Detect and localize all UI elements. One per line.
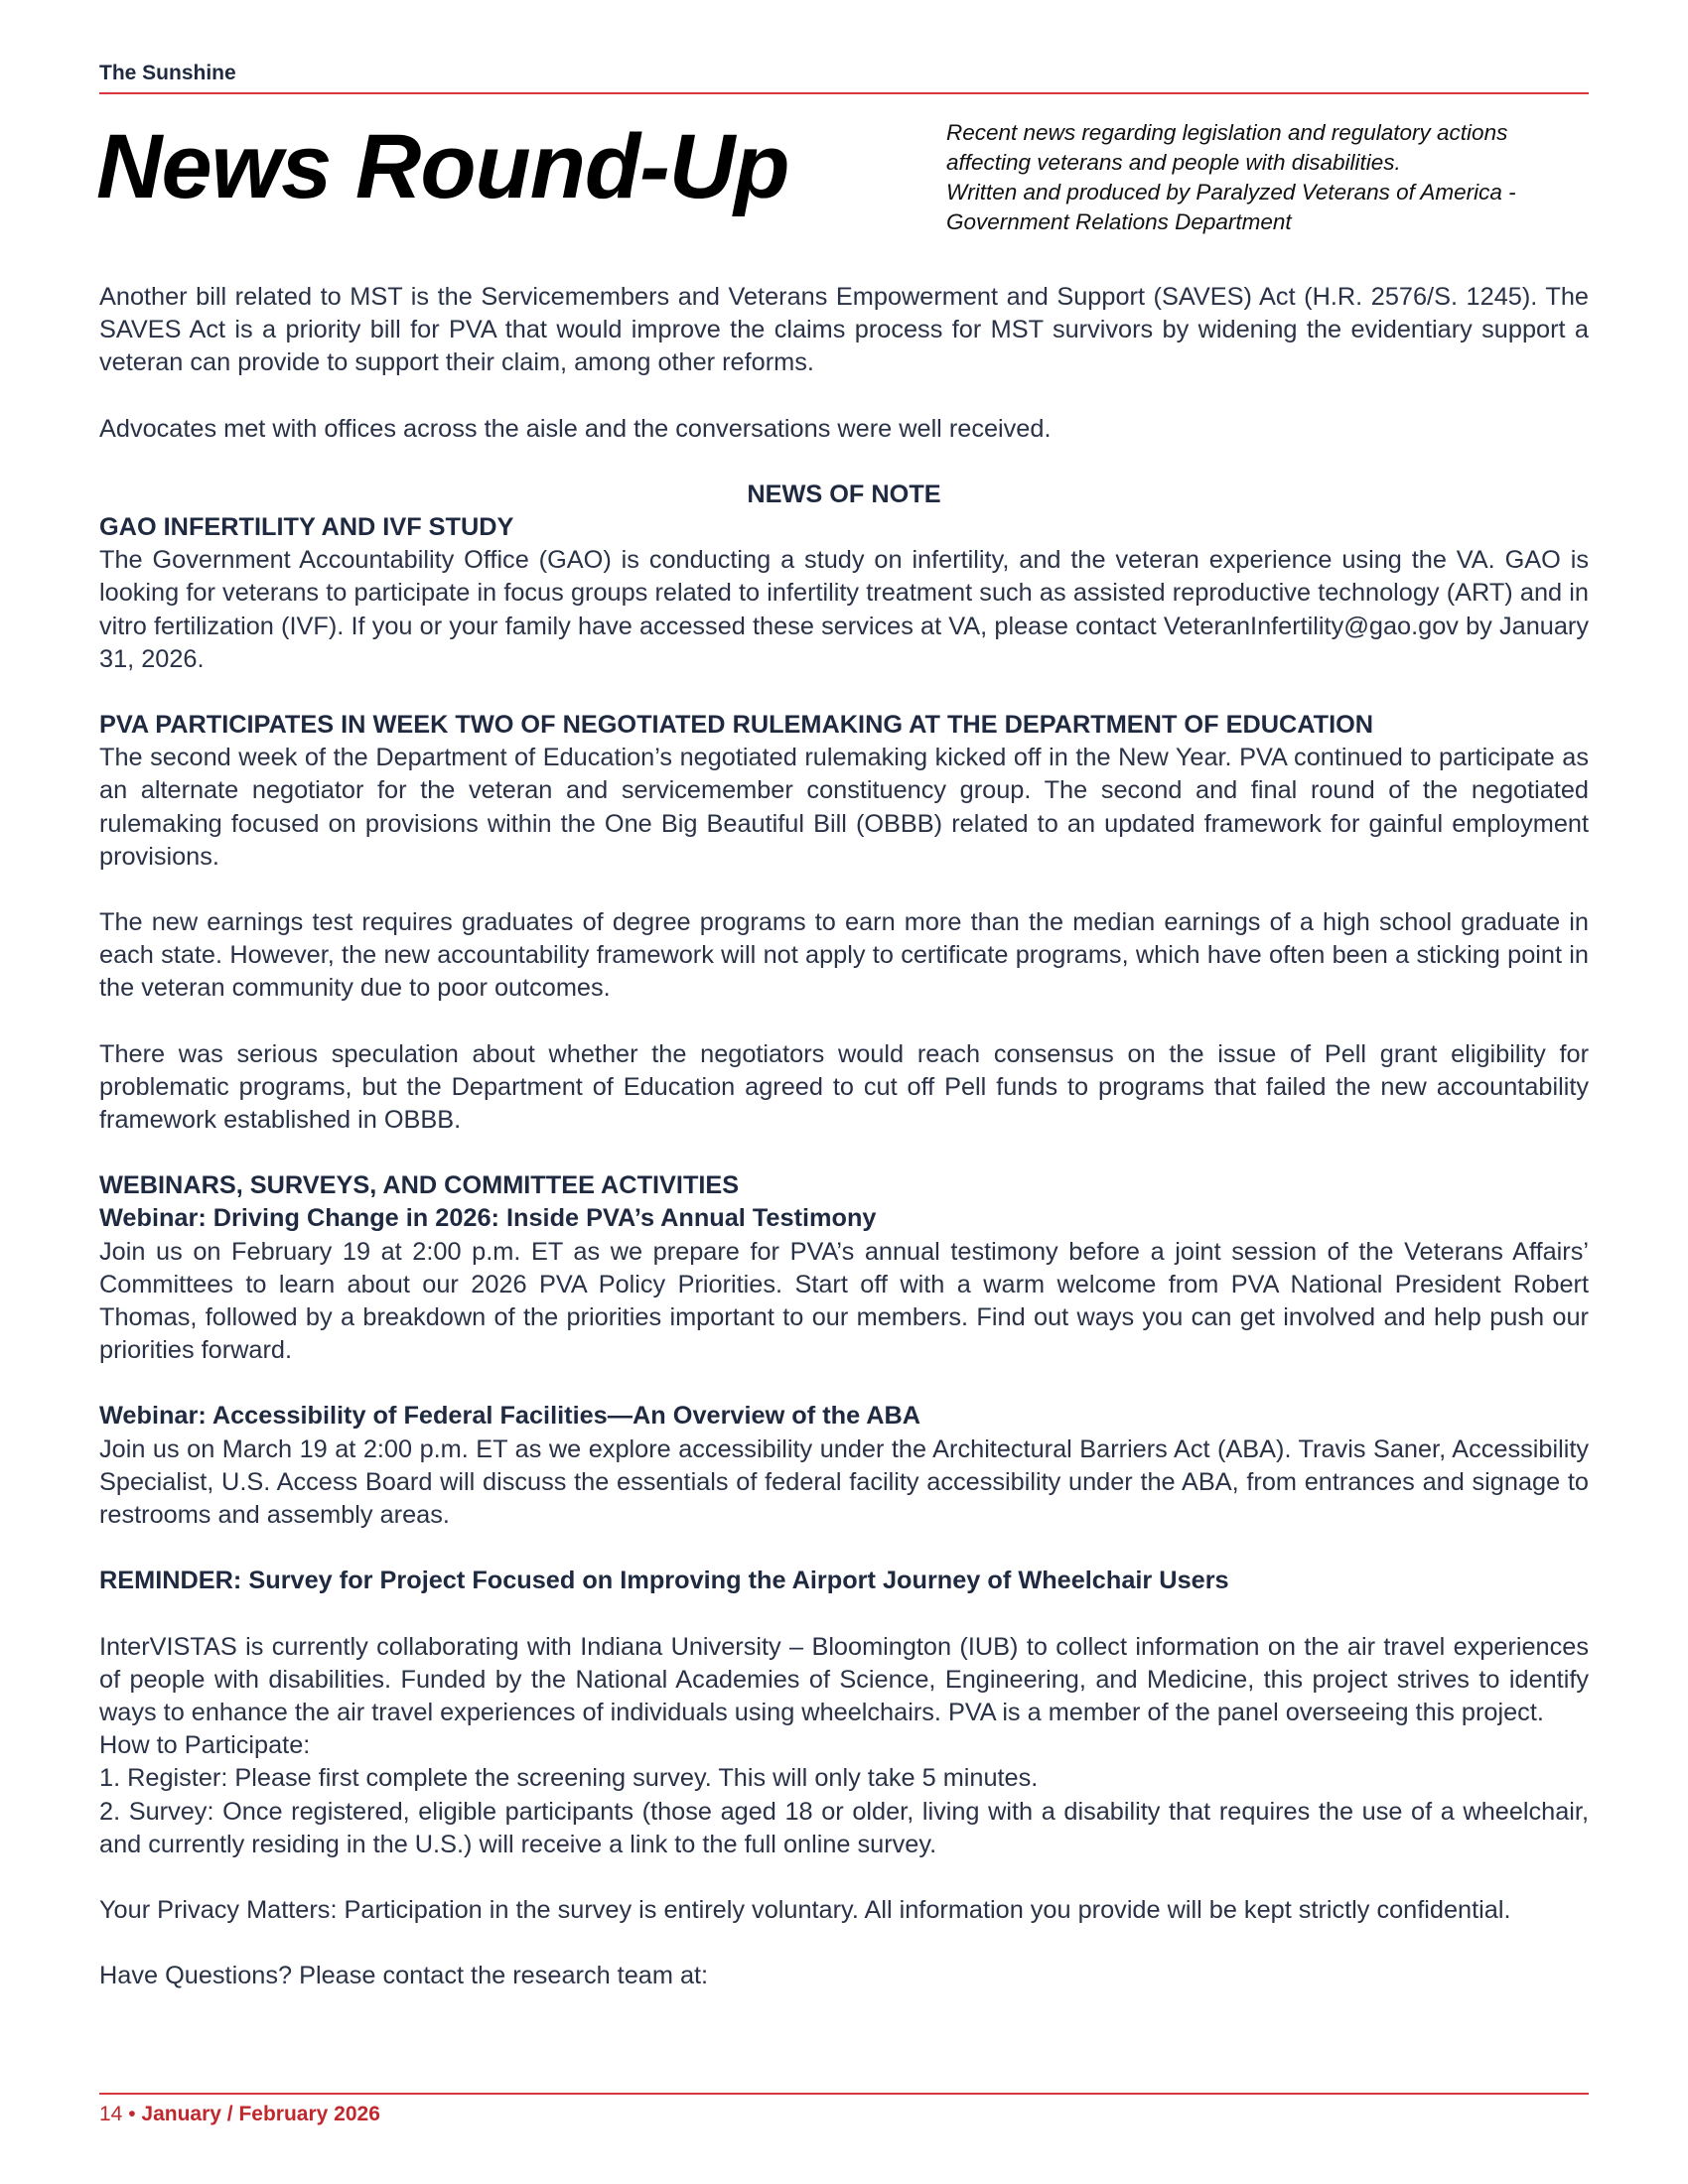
footer-rule	[99, 2093, 1589, 2095]
earnings-paragraph: The new earnings test requires graduates of degree programs to earn more than the median earnings of a high school graduate in each state. However, the new accountability framework will not apply to certificate programs, which have often been a sticking point in the veteran community due to poor outcomes.	[99, 908, 1589, 1003]
step-survey: 2. Survey: Once registered, eligible participants (those aged 18 or older, living with a disability that requires the use of a wheelchair, and currently residing in the U.S.) will receive a link to the full online survey.	[99, 1797, 1589, 1858]
page-title: News Round-Up	[96, 116, 789, 217]
rulemaking-paragraph: The second week of the Department of Education’s negotiated rulemaking kicked off in the New Year. PVA continued to participate as an alternate negotiator for the veteran and servicemember constituency group. The second and final round of the negotiated rulemaking focused on provisions within the One Big Beautiful Bill (OBBB) related to an updated framework for gainful employment provisions.	[99, 744, 1589, 871]
issue-date: January / February 2026	[141, 2103, 380, 2125]
intro-blurb	[946, 118, 1592, 237]
gao-paragraph: The Government Accountability Office (GAO) is conducting a study on infertility, and the veteran experience using the VA. GAO is looking for veterans to participate in focus groups related to infertility treatment such as assisted reproductive technology (ART) and in vitro fertilization (IVF). If you or your family have accessed these services at VA, please contact VeteranInfertility@gao.gov by January 31, 2026.	[99, 546, 1589, 673]
saves-act-paragraph: Another bill related to MST is the Servicemembers and Veterans Empowerment and Support (SAVES) Act (H.R. 2576/S. 1245). The SAVES Act is a priority bill for PVA that would improve the claims process for MST survivors by widening the evidentiary support a veteran can provide to support their claim, among other reforms.	[99, 283, 1589, 377]
article-body	[99, 281, 1589, 1992]
reminder-heading: REMINDER: Survey for Project Focused on Improving the Airport Journey of Wheelchair Users	[99, 1567, 1229, 1595]
webinar-2-paragraph: Join us on March 19 at 2:00 p.m. ET as we explore accessibility under the Architectural Barriers Act (ABA). Travis Saner, Accessibility Specialist, U.S. Access Board will discuss the essentials of federal facility accessibility under the ABA, from entrances and signage to restrooms and assembly areas.	[99, 1434, 1589, 1530]
webinar-2-title: Webinar: Accessibility of Federal Facilities—An Overview of the ABA	[99, 1402, 921, 1431]
webinar-1-paragraph: Join us on February 19 at 2:00 p.m. ET as we prepare for PVA’s annual testimony before a joint session of the Veterans Affairs’ Committees to learn about our 2026 PVA Policy Priorities. Start off with a warm welcome from PVA National President Robert Thomas, followed by a breakdown of the priorities important to our members. Find out ways you can get involved and help push our priorities forward.	[99, 1237, 1589, 1365]
footer-separator: •	[128, 2103, 136, 2125]
publication-name: The Sunshine	[99, 62, 236, 84]
rulemaking-heading: PVA PARTICIPATES IN WEEK TWO OF NEGOTIATED RULEMAKING AT THE DEPARTMENT OF EDUCATION	[99, 711, 1374, 740]
step-register: 1. Register: Please first complete the screening survey. This will only take 5 minutes.	[99, 1764, 1039, 1793]
intervistas-paragraph: InterVISTAS is currently collaborating with Indiana University – Bloomington (IUB) to collect information on the air travel experiences of people with disabilities. Funded by the National Academies of Science, Engineering, and Medicine, this project strives to identify ways to enhance the air travel experiences of individuals using wheelchairs. PVA is a member of the panel overseeing this project.	[99, 1632, 1589, 1726]
advocates-paragraph: Advocates met with offices across the aisle and the conversations were well received.	[99, 414, 1052, 443]
intro-line: Government Relations Department	[946, 209, 1292, 234]
header-rule	[99, 92, 1589, 94]
privacy-paragraph: Your Privacy Matters: Participation in the survey is entirely voluntary. All information you provide will be kept strictly confidential.	[99, 1895, 1511, 1924]
how-to-participate: How to Participate:	[99, 1731, 311, 1760]
pell-paragraph: There was serious speculation about whether the negotiators would reach consensus on the issue of Pell grant eligibility for problematic programs, but the Department of Education agreed to cut off Pell funds to programs that failed the new accountability framework established in OBBB.	[99, 1039, 1589, 1135]
webinars-heading: WEBINARS, SURVEYS, AND COMMITTEE ACTIVITIES	[99, 1171, 740, 1200]
questions-paragraph: Have Questions? Please contact the research team at:	[99, 1962, 709, 1990]
intro-line: Recent news regarding legislation and regulatory actions	[946, 120, 1508, 145]
news-of-note-heading: NEWS OF NOTE	[747, 479, 941, 508]
webinar-1-title: Webinar: Driving Change in 2026: Inside PVA’s Annual Testimony	[99, 1204, 877, 1233]
intro-line: Written and produced by Paralyzed Veterans of America -	[946, 180, 1516, 205]
page-number: 14	[99, 2103, 123, 2125]
page-footer	[99, 2103, 380, 2126]
intro-line: affecting veterans and people with disabilities.	[946, 150, 1401, 175]
gao-heading: GAO INFERTILITY AND IVF STUDY	[99, 513, 514, 542]
